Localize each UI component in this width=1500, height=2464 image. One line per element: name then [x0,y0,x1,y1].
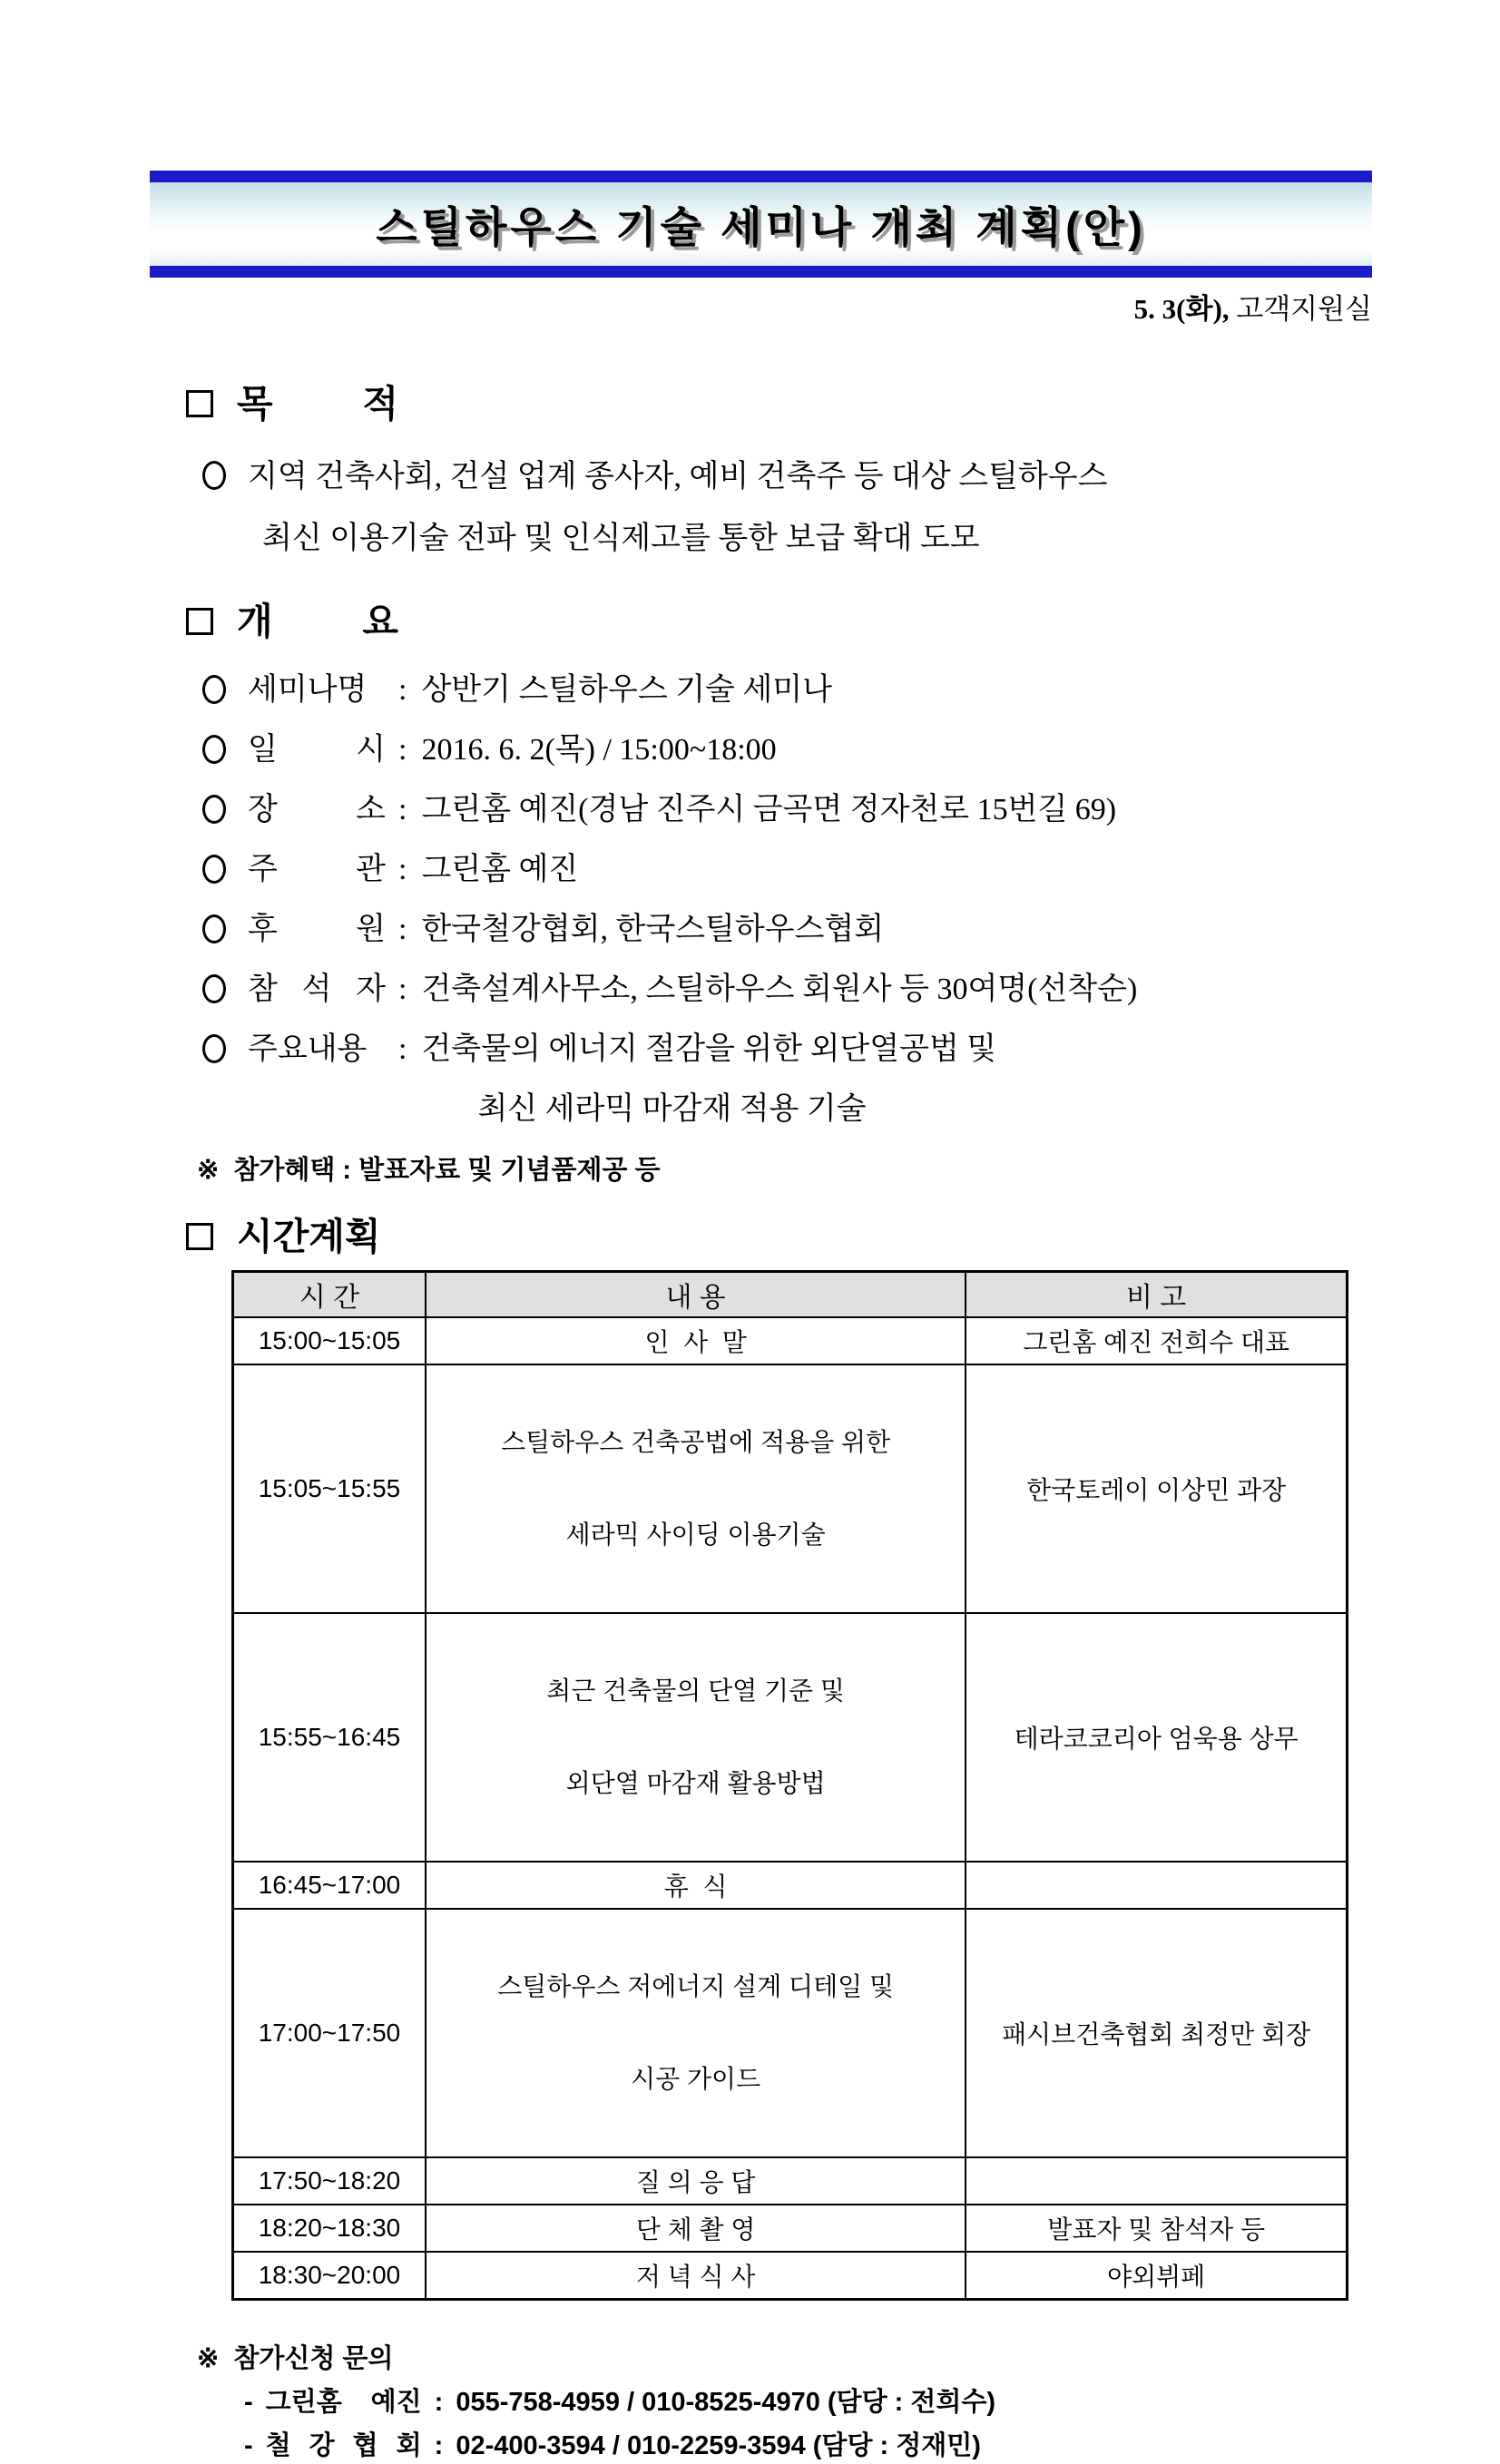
square-bullet-icon [186,1223,213,1250]
table-row [233,2157,1348,2205]
cell-note: 한국토레이 이상민 과장 [966,1364,1347,1613]
square-bullet-icon [186,390,213,417]
table-row [233,1862,1348,1909]
overview-item-value: 건축설계사무소, 스틸하우스 회원사 등 30여명(선착순) [421,973,1138,1006]
cell-note [966,2157,1347,2205]
purpose-text-line2: 최신 이용기술 전파 및 인식제고를 통한 보급 확대 도모 [262,522,980,555]
overview-item-sponsor [202,900,1372,960]
overview-item-value [421,1020,996,1139]
cell-time: 18:20~18:30 [233,2205,426,2252]
overview-item-place [202,780,1372,840]
cell-content-line1: 최근 건축물의 단열 기준 및 [546,1677,845,1705]
cell-content-line2: 외단열 마감재 활용방법 [565,1769,826,1797]
overview-item-datetime [202,720,1372,780]
contact-heading-text: 참가신청 문의 [233,2343,394,2373]
circle-bullet-icon [202,461,226,490]
reference-mark-icon: ※ [197,2343,220,2373]
purpose-list [150,446,1372,570]
cell-content: 저 녁 식 사 [426,2252,966,2299]
schedule-heading [186,1216,1372,1257]
schedule-heading-label: 시간계획 [237,1216,381,1257]
purpose-item [202,446,1372,570]
contact-colon: : [434,2430,444,2460]
overview-heading [186,601,1372,642]
overview-item-attendees [202,960,1372,1020]
purpose-text-line1: 지역 건축사회, 건설 업계 종사자, 예비 건축주 등 대상 스틸하우스 [248,460,1108,494]
benefit-note-text: 참가혜택 : 발표자료 및 기념품제공 등 [233,1156,661,1185]
overview-item-colon: : [398,733,407,767]
overview-item-label: 참 석 자 [248,973,386,1006]
contact-label: 철 강 협 회 [265,2430,422,2460]
cell-time: 17:50~18:20 [233,2157,426,2205]
overview-heading-label: 개 요 [237,601,398,642]
circle-bullet-icon [202,1034,226,1063]
cell-content: 단 체 촬 영 [426,2205,966,2252]
table-row [233,1317,1348,1364]
overview-item-label: 세미나명 [248,673,368,707]
contact-footer [150,2341,1372,2464]
purpose-text [248,446,1107,570]
circle-bullet-icon [202,675,226,704]
banner-bottom-bar [150,266,1372,278]
cell-note: 그린홈 예진 전희수 대표 [966,1317,1347,1364]
contact-heading [197,2341,1372,2377]
circle-bullet-icon [202,974,226,1003]
dash-icon: - [244,2430,253,2460]
page-title: 스틸하우스 기술 세미나 개최 계획(안) [376,202,1146,251]
cell-note: 테라코코리아 엄욱용 상무 [966,1613,1347,1862]
cell-time: 18:30~20:00 [233,2252,426,2299]
cell-content: 휴 식 [426,1862,966,1909]
overview-item-label: 일 시 [248,733,386,767]
cell-content: 질 의 응 답 [426,2157,966,2205]
purpose-heading [186,383,1372,425]
overview-item-colon: : [398,673,407,707]
cell-content-line2: 시공 가이드 [631,2065,761,2093]
contact-item-greenhome [244,2384,1372,2420]
overview-item-colon: : [398,793,407,826]
overview-item-value: 그린홈 예진 [421,853,579,886]
overview-item-label: 주요내용 [248,1032,368,1066]
overview-item-main-content [202,1020,1372,1139]
table-row [233,1613,1348,1862]
table-row [233,2252,1348,2299]
circle-bullet-icon [202,735,226,764]
overview-item-colon: : [398,1032,407,1066]
cell-time: 15:05~15:55 [233,1364,426,1613]
banner-band [150,182,1372,266]
cell-content-line1: 스틸하우스 건축공법에 적용을 위한 [501,1428,891,1456]
cell-content: 인 사 말 [426,1317,966,1364]
date-text: 5. 3(화), [1133,293,1230,325]
cell-note [966,1862,1347,1909]
overview-item-value-line2: 최신 세라믹 마감재 적용 기술 [477,1092,867,1126]
contact-item-steel-association [244,2428,1372,2464]
table-row [233,1364,1348,1613]
table-header-content: 내 용 [426,1272,966,1318]
cell-time: 16:45~17:00 [233,1862,426,1909]
overview-item-label: 장 소 [248,793,386,826]
contact-colon: : [434,2387,444,2417]
square-bullet-icon [186,608,213,635]
cell-time: 17:00~17:50 [233,1909,426,2157]
department-text: 고객지원실 [1229,293,1372,325]
cell-content-line2: 세라믹 사이딩 이용기술 [565,1520,826,1549]
cell-content [426,1364,966,1613]
contact-value: 02-400-3594 / 010-2259-3594 (담당 : 정재민) [456,2430,981,2460]
cell-note: 발표자 및 참석자 등 [966,2205,1347,2252]
cell-time: 15:00~15:05 [233,1317,426,1364]
circle-bullet-icon [202,914,226,944]
cell-note: 패시브건축협회 최정만 회장 [966,1909,1347,2157]
table-header-row [233,1272,1348,1318]
cell-content-line1: 스틸하우스 저에너지 설계 디테일 및 [497,1972,895,2000]
schedule-table [231,1270,1348,2301]
banner-top-bar [150,171,1372,182]
dash-icon: - [244,2387,253,2417]
purpose-heading-label: 목 적 [237,383,398,425]
overview-item-colon: : [398,973,407,1006]
overview-item-label: 후 원 [248,913,386,946]
overview-item-value: 상반기 스틸하우스 기술 세미나 [421,673,832,707]
overview-item-host [202,840,1372,900]
overview-item-colon: : [398,913,407,946]
overview-item-value: 한국철강협회, 한국스틸하우스협회 [421,913,885,946]
overview-item-value-line1: 건축물의 에너지 절감을 위한 외단열공법 및 [421,1032,997,1066]
overview-list [150,660,1372,1139]
cell-content [426,1613,966,1862]
contact-label: 그린홈 예진 [265,2387,422,2417]
table-header-time: 시 간 [233,1272,426,1318]
contact-value: 055-758-4959 / 010-8525-4970 (담당 : 전희수) [456,2387,996,2417]
cell-note: 야외뷔페 [966,2252,1347,2299]
date-line [150,292,1372,327]
table-row [233,2205,1348,2252]
cell-time: 15:55~16:45 [233,1613,426,1862]
table-header-note: 비 고 [966,1272,1347,1318]
overview-item-seminar-name [202,660,1372,720]
overview-item-colon: : [398,853,407,886]
overview-item-value: 2016. 6. 2(목) / 15:00~18:00 [421,733,777,767]
title-banner [150,171,1372,278]
circle-bullet-icon [202,795,226,824]
reference-mark-icon: ※ [197,1156,220,1185]
overview-item-value: 그린홈 예진(경남 진주시 금곡면 정자천로 15번길 69) [421,793,1117,826]
benefit-note [197,1152,1372,1188]
circle-bullet-icon [202,855,226,884]
overview-item-label: 주 관 [248,853,386,886]
